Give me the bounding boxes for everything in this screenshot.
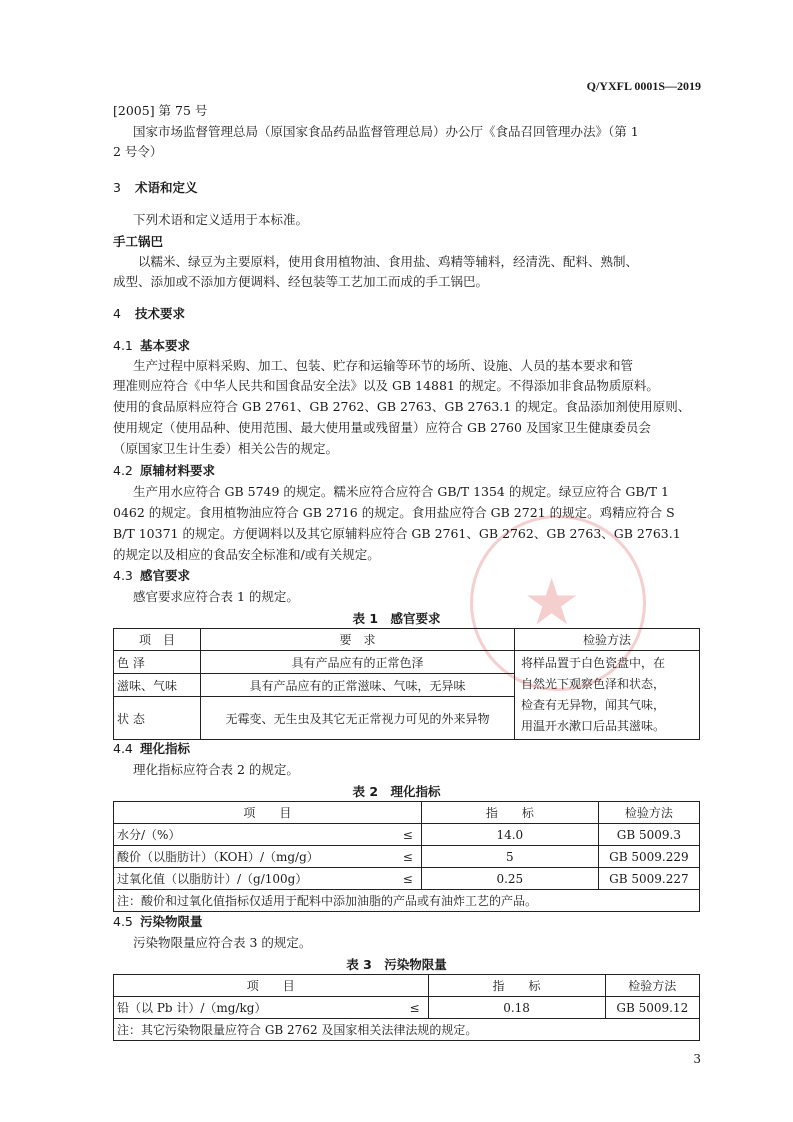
paragraph: 成型、添加或不添加方便调料、经包装等工艺加工而成的手工锅巴。 — [113, 274, 489, 289]
contaminant-table — [113, 974, 700, 1041]
paragraph: 生产过程中原料采购、加工、包装、贮存和运输等环节的场所、设施、人员的基本要求和管 — [133, 358, 634, 373]
paragraph: 理化指标应符合表 2 的规定。 — [133, 762, 299, 777]
requirement-cell: 无霉变、无生虫及其它无正常视力可见的外来异物 — [201, 697, 515, 740]
table-row — [114, 651, 700, 674]
value-cell: 14.0 — [421, 824, 598, 846]
table-row — [114, 824, 700, 846]
operator-cell: ≤ — [395, 824, 422, 846]
item-cell: 色 泽 — [114, 651, 201, 674]
header-cell: 检验方法 — [598, 802, 699, 824]
paragraph: 理准则应符合《中华人民共和国食品安全法》以及 GB 14881 的规定。不得添加非食品物质原料。 — [113, 378, 659, 393]
ref-line: 国家市场监督管理总局（原国家食品药品监督管理总局）办公厅《食品召回管理办法》（第 1 — [133, 124, 639, 139]
item-cell: 铅（以 Pb 计）/（mg/kg） — [114, 997, 402, 1019]
paragraph: 使用规定（使用品种、使用范围、最大使用量或残留量）应符合 GB 2760 及国家卫生健康委员会 — [113, 420, 651, 435]
physicochemical-table — [113, 801, 700, 912]
sensory-table — [113, 628, 700, 740]
seal-star-icon: ★ — [523, 566, 581, 640]
header-cell: 检验方法 — [515, 629, 700, 651]
paragraph: 污染物限量应符合表 3 的规定。 — [133, 935, 312, 950]
subsection-heading: 4.2 原辅材料要求 — [113, 463, 216, 478]
method-cell: GB 5009.3 — [598, 824, 699, 846]
paragraph: 0462 的规定。食用植物油应符合 GB 2716 的规定。食用盐应符合 GB 2721 的规定。鸡精应符合 S — [113, 505, 675, 520]
section-heading: 4 技术要求 — [113, 306, 186, 321]
table-caption: 表 1 感官要求 — [352, 611, 441, 626]
table-header-row — [114, 802, 700, 824]
item-cell: 滋味、气味 — [114, 674, 201, 697]
ref-line: [2005] 第 75 号 — [113, 103, 208, 118]
paragraph: （原国家卫生计生委）相关公告的规定。 — [113, 441, 339, 456]
method-cell: GB 5009.12 — [605, 997, 699, 1019]
header-cell: 指 标 — [428, 975, 605, 997]
subsection-heading: 4.4 理化指标 — [113, 741, 191, 756]
subsection-heading: 4.5 污染物限量 — [113, 914, 203, 929]
table-caption: 表 3 污染物限量 — [346, 957, 447, 972]
standard-code: Q/YXFL 0001S—2019 — [586, 79, 701, 93]
header-cell: 检验方法 — [605, 975, 699, 997]
method-cell: GB 5009.229 — [598, 846, 699, 868]
method-cell: GB 5009.227 — [598, 868, 699, 890]
table-caption: 表 2 理化指标 — [352, 784, 441, 799]
paragraph: 的规定以及相应的食品安全标准和/或有关规定。 — [113, 547, 380, 562]
table-note: 注：酸价和过氧化值指标仅适用于配料中添加油脂的产品或有油炸工艺的产品。 — [114, 890, 700, 912]
value-cell: 0.25 — [421, 868, 598, 890]
item-cell: 状 态 — [114, 697, 201, 740]
item-cell: 水分/（%） — [114, 824, 395, 846]
table-note: 注：其它污染物限量应符合 GB 2762 及国家相关法律法规的规定。 — [114, 1019, 700, 1041]
item-cell: 酸价（以脂肪计）（KOH）/（mg/g） — [114, 846, 395, 868]
item-cell: 过氧化值（以脂肪计）/（g/100g） — [114, 868, 395, 890]
requirement-cell: 具有产品应有的正常色泽 — [201, 651, 515, 674]
section-heading: 3 术语和定义 — [113, 180, 198, 195]
term-title: 手工锅巴 — [113, 234, 164, 249]
header-cell: 项 目 — [114, 802, 422, 824]
table-row — [114, 868, 700, 890]
operator-cell: ≤ — [395, 846, 422, 868]
header-cell: 指 标 — [421, 802, 598, 824]
table-note-row — [114, 890, 700, 912]
table-row — [114, 846, 700, 868]
header-cell: 项 目 — [114, 975, 429, 997]
subsection-heading: 4.1 基本要求 — [113, 338, 191, 353]
value-cell: 0.18 — [428, 997, 605, 1019]
paragraph: B/T 10371 的规定。方便调料以及其它原辅料应符合 GB 2761、GB 2762、GB 2763、GB 2763.1 — [113, 526, 681, 541]
requirement-cell: 具有产品应有的正常滋味、气味，无异味 — [201, 674, 515, 697]
method-cell: 将样品置于白色瓷盘中，在 自然光下观察色泽和状态， 检查有无异物，闻其气味， 用温开水漱口后品其滋味。 — [515, 651, 700, 740]
table-header-row — [114, 629, 700, 651]
table-row — [114, 997, 700, 1019]
paragraph: 使用的食品原料应符合 GB 2761、GB 2762、GB 2763、GB 2763.1 的规定。食品添加剂使用原则、 — [113, 399, 691, 414]
operator-cell: ≤ — [395, 868, 422, 890]
operator-cell: ≤ — [402, 997, 429, 1019]
table-note-row — [114, 1019, 700, 1041]
paragraph: 下列术语和定义适用于本标准。 — [133, 212, 309, 227]
paragraph: 以糯米、绿豆为主要原料，使用食用植物油、食用盐、鸡精等辅料，经清洗、配料、熟制、 — [138, 254, 639, 269]
ref-line: 2 号令） — [113, 144, 163, 159]
value-cell: 5 — [421, 846, 598, 868]
page-number: 3 — [693, 1052, 701, 1066]
paragraph: 感官要求应符合表 1 的规定。 — [133, 589, 299, 604]
table-header-row — [114, 975, 700, 997]
header-cell: 要 求 — [201, 629, 515, 651]
paragraph: 生产用水应符合 GB 5749 的规定。糯米应符合应符合 GB/T 1354 的规定。绿豆应符合 GB/T 1 — [133, 484, 669, 499]
subsection-heading: 4.3 感官要求 — [113, 568, 191, 583]
header-cell: 项 目 — [114, 629, 201, 651]
